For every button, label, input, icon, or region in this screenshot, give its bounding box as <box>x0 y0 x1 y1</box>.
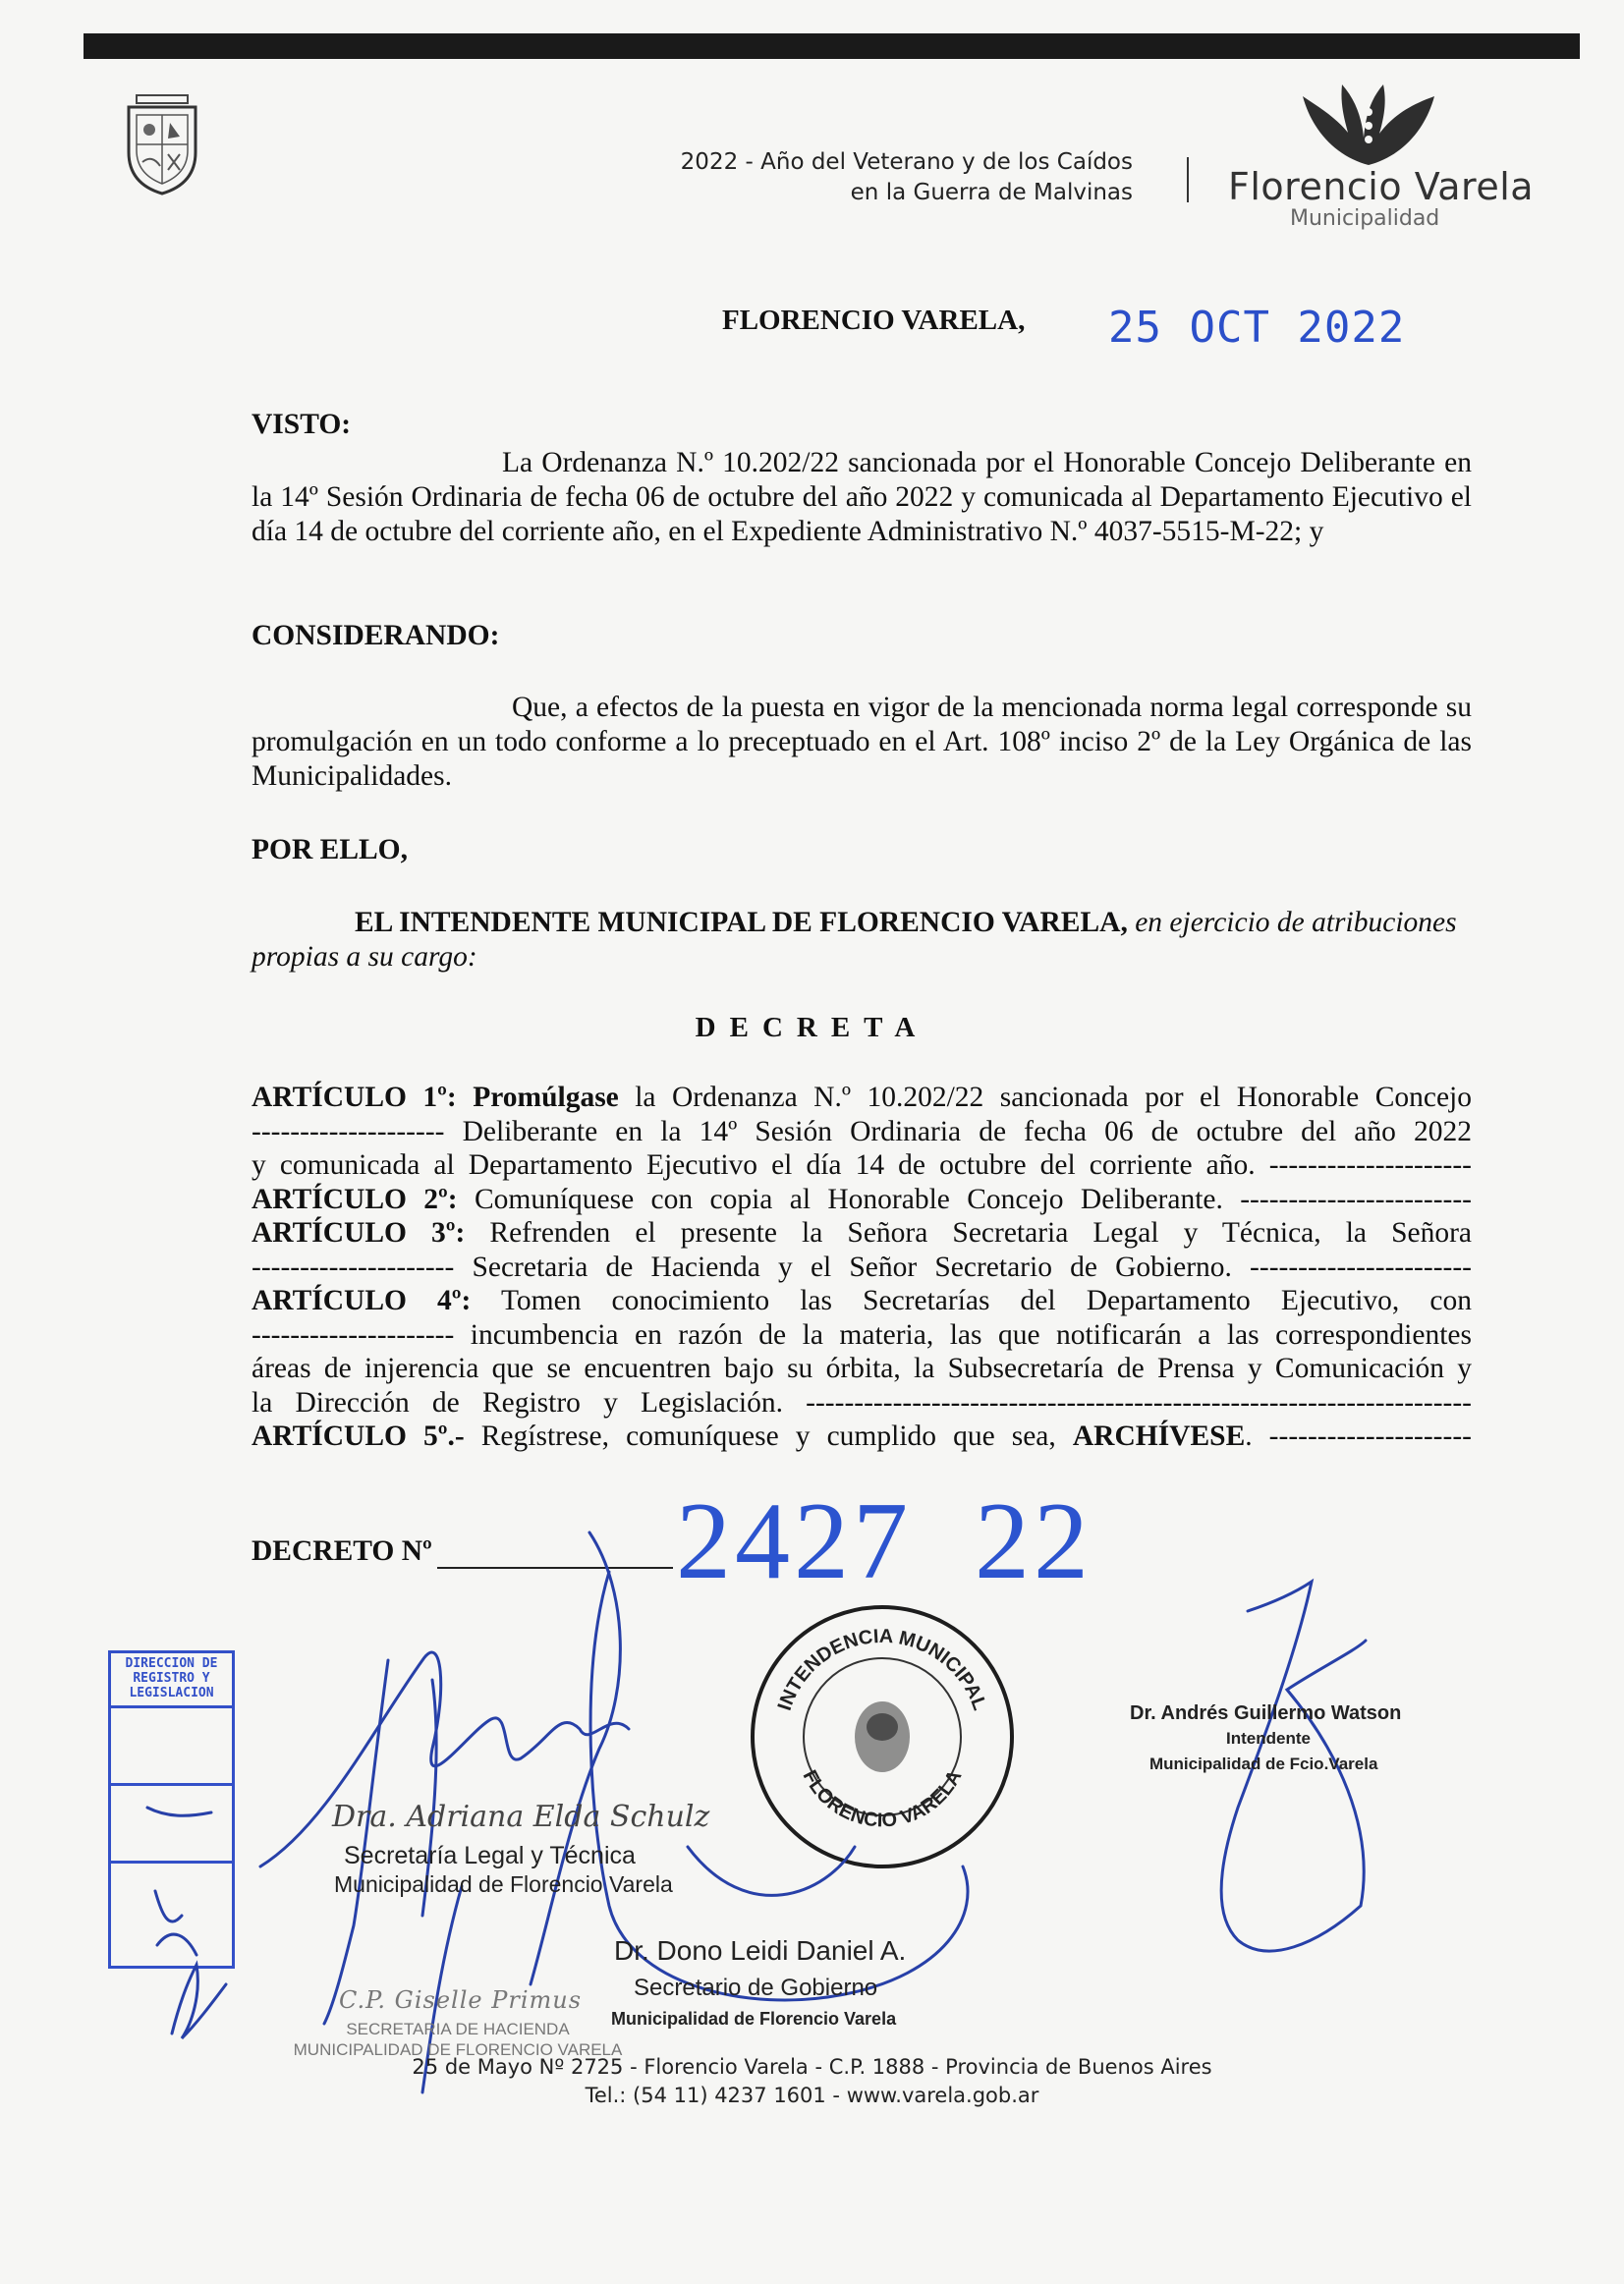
year-slogan: 2022 - Año del Veterano y de los Caídos en la Guerra de Malvinas <box>680 149 1133 205</box>
por-ello-heading: POR ELLO, <box>252 834 408 865</box>
place-heading: FLORENCIO VARELA, <box>722 305 1026 336</box>
registry-stamp <box>108 1650 235 1969</box>
municipal-crest-icon <box>123 93 201 195</box>
brand-subtitle: Municipalidad <box>1290 206 1440 231</box>
leidi-name: Dr. Dono Leidi Daniel A. <box>614 1935 907 1966</box>
article-2: ARTÍCULO 2º: Comuníquese con copia al Honorable Concejo Deliberante. ------------------------ <box>252 1183 1472 1215</box>
brand-name: Florencio Varela <box>1228 165 1535 208</box>
schulz-signature-name: Dra. Adriana Elda Schulz <box>332 1800 710 1834</box>
decreto-number-stamp: 2427 22 <box>676 1480 1092 1602</box>
municipal-seal-icon <box>747 1601 1017 1871</box>
visto-section <box>252 408 1472 549</box>
intendente-section <box>252 906 1472 975</box>
registry-stamp-cell <box>111 1708 232 1786</box>
header-divider <box>1187 157 1189 202</box>
primus-municipality: MUNICIPALIDAD DE FLORENCIO VARELA <box>293 2040 623 2059</box>
visto-heading: VISTO: <box>252 409 352 440</box>
considerando-text: Que, a efectos de la puesta en vigor de la mencionada norma legal corresponde su promulgación en un todo conforme a lo preceptuado en el Art. 108º inciso 2º de la Ley Orgánica de las Municipalidades. <box>252 692 1472 792</box>
watson-municipality: Municipalidad de Fcio.Varela <box>1149 1755 1378 1773</box>
decreta-heading: DECRETA <box>695 1012 929 1043</box>
top-border-bar <box>84 33 1580 59</box>
schulz-title: Secretaría Legal y Técnica <box>344 1842 636 1869</box>
por-ello-section <box>252 833 1472 867</box>
considerando-heading: CONSIDERANDO: <box>252 620 500 651</box>
article-4-line-1: ARTÍCULO 4º: Tomen conocimiento las Secretarías del Departamento Ejecutivo, con <box>252 1285 1472 1316</box>
article-4-line-4: la Dirección de Registro y Legislación. --------------------------------------------------------------------- <box>252 1386 1472 1419</box>
article-5: ARTÍCULO 5º.- Regístrese, comuníquese y cumplido que sea, ARCHÍVESE. --------------------- <box>252 1421 1472 1452</box>
footer-address: 25 de Mayo Nº 2725 - Florencio Varela - C.P. 1888 - Provincia de Buenos Aires Tel.: (54 11) 4237 1601 - www.varela.gob.ar <box>412 2055 1212 2107</box>
visto-text: La Ordenanza N.º 10.202/22 sancionada por el Honorable Concejo Deliberante en la 14º Sesión Ordinaria de fecha 06 de octubre del año 2022 y comunicada al Departamento Ejecutivo el día 14 de octubre del corriente año, en el Expediente Administrativo N.º 4037-5515-M-22; y <box>252 447 1472 547</box>
intendente-italic: en ejercicio de atribuciones propias a su cargo: <box>252 907 1457 973</box>
article-1-line-3: y comunicada al Departamento Ejecutivo el día 14 de octubre del corriente año. --------------------- <box>252 1149 1472 1181</box>
registry-stamp-header: DIRECCION DE REGISTRO Y LEGISLACION <box>111 1653 232 1708</box>
svg-text:INTENDENCIA MUNICIPAL: INTENDENCIA MUNICIPAL <box>773 1625 991 1713</box>
watson-name: Dr. Andrés Guillermo Watson <box>1130 1702 1402 1724</box>
considerando-section <box>252 619 1472 794</box>
leidi-title: Secretario de Gobierno <box>634 1975 878 2001</box>
watson-title: Intendente <box>1226 1729 1311 1748</box>
florencio-varela-logo-icon <box>1299 79 1438 169</box>
registry-stamp-cell <box>111 1864 232 1938</box>
primus-title: SECRETARIA DE HACIENDA <box>346 2020 570 2038</box>
article-4-line-2: --------------------- incumbencia en razón de la materia, las que notificarán a las correspondientes <box>252 1318 1472 1351</box>
date-stamp: 25 OCT 2022 <box>1108 303 1406 353</box>
article-3-line-2: --------------------- Secretaria de Hacienda y el Señor Secretario de Gobierno. ----------------------- <box>252 1251 1472 1283</box>
article-1-line-2: -------------------- Deliberante en la 14º Sesión Ordinaria de fecha 06 de octubre del año 2022 <box>252 1115 1472 1147</box>
article-3-line-1: ARTÍCULO 3º: Refrenden el presente la Señora Secretaria Legal y Técnica, la Señora <box>252 1217 1472 1249</box>
article-4-line-3: áreas de injerencia que se encuentren bajo su órbita, la Subsecretaría de Prensa y Comunicación y <box>252 1353 1472 1384</box>
decreto-label: DECRETO Nº <box>252 1535 432 1567</box>
decreto-underline <box>437 1567 673 1569</box>
article-1-line-1: ARTÍCULO 1º: Promúlgase la Ordenanza N.º 10.202/22 sancionada por el Honorable Concejo <box>252 1082 1472 1113</box>
schulz-municipality: Municipalidad de Florencio Varela <box>334 1871 673 1897</box>
intendente-bold: EL INTENDENTE MUNICIPAL DE FLORENCIO VARELA, <box>355 907 1128 938</box>
articles-section <box>252 1081 1472 1454</box>
primus-name: C.P. Giselle Primus <box>339 1986 583 2014</box>
svg-text:FLORENCIO VARELA: FLORENCIO VARELA <box>798 1766 967 1832</box>
leidi-municipality: Municipalidad de Florencio Varela <box>611 2009 897 2029</box>
registry-stamp-cell <box>111 1786 232 1864</box>
